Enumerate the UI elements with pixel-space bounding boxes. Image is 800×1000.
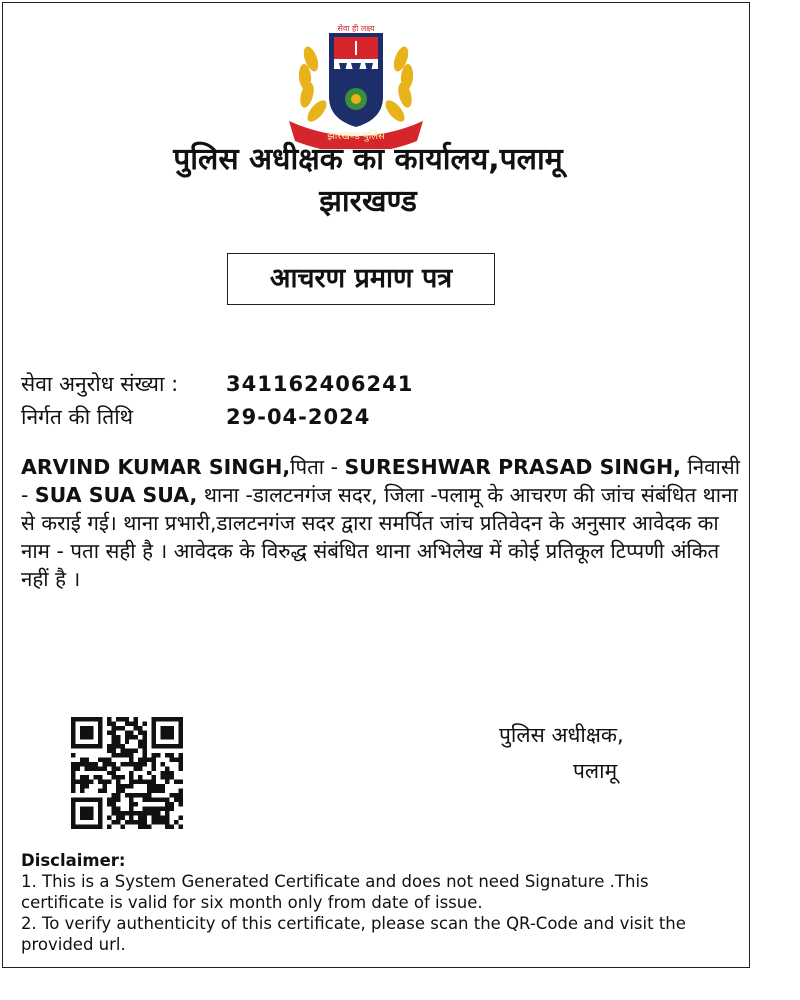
request-number-row (21, 369, 413, 399)
certificate-title: आचरण प्रमाण पत्र (227, 253, 495, 305)
logo-banner-text: झारखण्ड पुलिस (327, 131, 385, 142)
applicant-name: ARVIND KUMAR SINGH, (21, 455, 291, 479)
logo-motto: सेवा ही लक्ष्य (337, 24, 375, 33)
issue-date-row (21, 402, 370, 432)
disclaimer-heading: Disclaimer: (21, 851, 126, 870)
issue-date-label: निर्गत की तिथि (21, 405, 134, 429)
request-number-label: सेवा अनुरोध संख्या : (21, 372, 179, 396)
applicant-address: SUA SUA SUA, (34, 483, 198, 507)
father-label: पिता - (290, 455, 345, 479)
certificate-page (2, 2, 750, 968)
resident-label: निवासी - (21, 455, 741, 507)
disclaimer-item-1: 1. This is a System Generated Certificate and does not need Signature .This certificate is valid for six month only from date of issue. (21, 872, 649, 912)
signatory-place: पलामू (573, 759, 618, 783)
certificate-body (21, 453, 741, 593)
request-number-value: 341162406241 (226, 372, 414, 396)
office-title-line2: झारखण्ड (319, 184, 417, 219)
signatory-designation: पुलिस अधीक्षक, (499, 723, 624, 747)
disclaimer-item-2: 2. To verify authenticity of this certificate, please scan the QR-Code and visit the provided url. (21, 914, 686, 954)
issue-date-value: 29-04-2024 (226, 405, 371, 429)
jharkhand-police-emblem (281, 19, 431, 149)
office-title-line1: पुलिस अधीक्षक का कार्यालय,पलामू (173, 142, 563, 177)
signatory-block (499, 717, 624, 789)
father-name: SURESHWAR PRASAD SINGH, (344, 455, 681, 479)
qr-code[interactable] (71, 717, 183, 829)
office-title (3, 139, 733, 223)
disclaimer (21, 850, 721, 955)
certificate-statement: थाना -डालटनगंज सदर, जिला -पलामू के आचरण की जांच संबंधित थाना से कराई गई। थाना प्रभारी,डालटनगंज सदर द्वारा समर्पित जांच प्रतिवेदन के अनुसार आवेदक का नाम - पता सही है । आवेदक के विरुद्ध संबंधित थाना अभिलेख में कोई प्रतिकूल टिप्पणी अंकित नहीं है । (21, 483, 738, 591)
